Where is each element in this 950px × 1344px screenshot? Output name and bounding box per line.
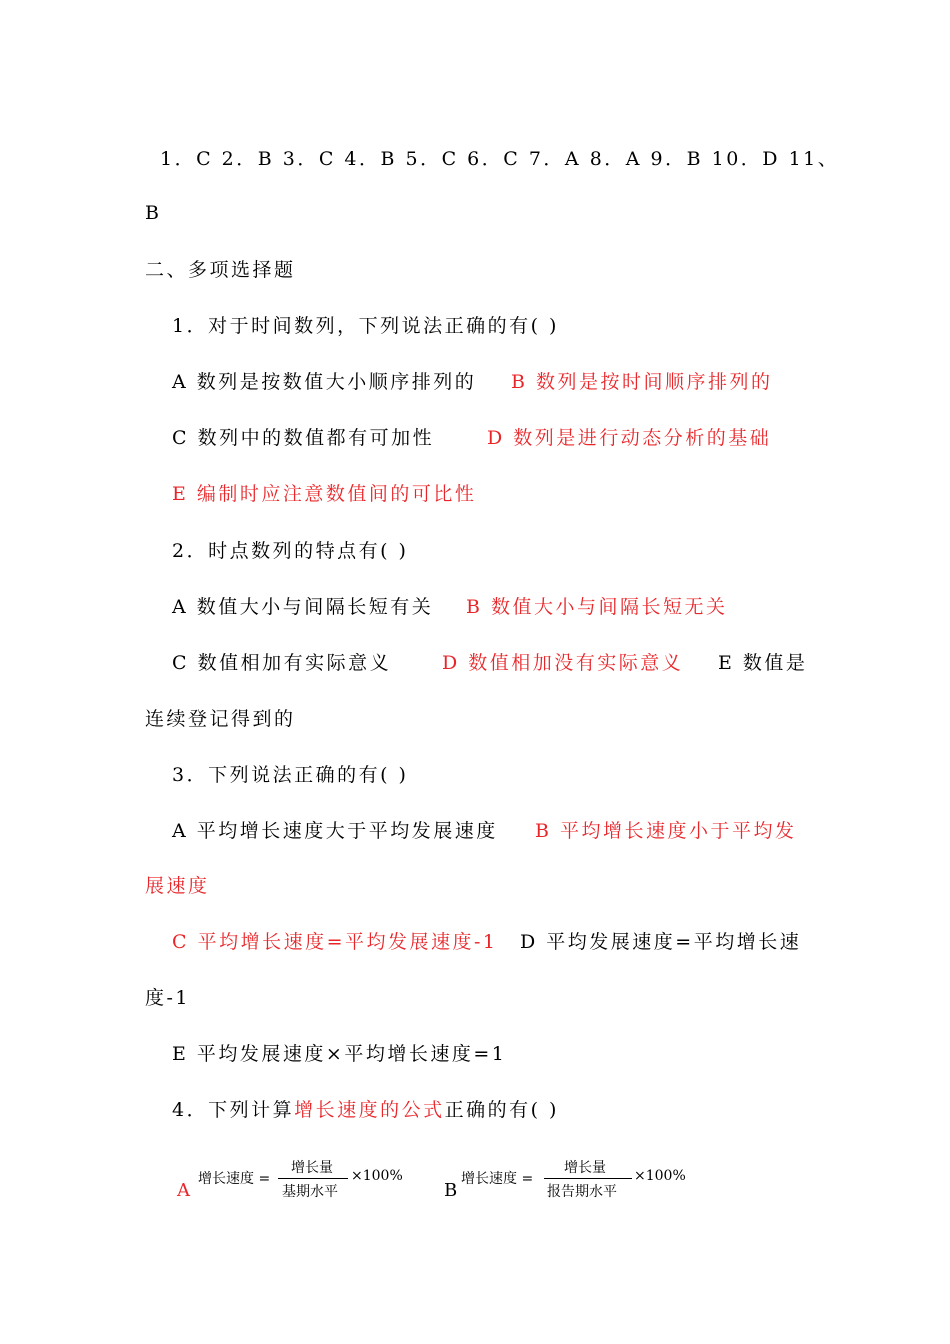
formula-a-letter: A [177,1180,190,1201]
q1-option-c: C 数列中的数值都有可加性 [172,427,435,449]
q1-option-b: B 数列是按时间顺序排列的 [511,371,773,393]
q3-option-c: C 平均增长速度=平均发展速度-1 [172,931,498,953]
q2-stem: 2．时点数列的特点有( ) [172,540,409,562]
q3-option-b-part1: B 平均增长速度小于平均发 [535,820,797,842]
q3-option-e: E 平均发展速度×平均增长速度=1 [172,1043,507,1065]
answers-line-2: B [145,202,162,224]
q2-option-e-part2: 连续登记得到的 [145,708,296,730]
q3-option-d-part1: D 平均发展速度=平均增长速 [520,931,802,953]
formula-b-lhs: 增长速度 = [461,1171,534,1187]
q1-option-e: E 编制时应注意数值间的可比性 [172,483,477,505]
formula-b-denominator: 报告期水平 [547,1184,617,1200]
formula-b-letter: B [444,1180,458,1201]
q4-stem-suffix: 正确的有( ) [444,1099,559,1121]
formula-b-numerator: 增长量 [564,1160,606,1176]
formula-b-rhs: ×100% [634,1168,686,1184]
q2-option-b: B 数值大小与间隔长短无关 [466,596,728,618]
q3-stem: 3．下列说法正确的有( ) [172,764,409,786]
q4-stem-highlight: 增长速度的公式 [294,1099,445,1121]
q2-option-d: D 数值相加没有实际意义 [442,652,684,674]
formula-a-lhs: 增长速度 = [198,1171,271,1187]
q4-stem [172,1098,559,1122]
formula-a-denominator: 基期水平 [282,1184,338,1200]
q2-option-e-part1: E 数值是 [718,652,808,674]
section-title: 二、多项选择题 [145,259,296,281]
formula-a-rhs: ×100% [351,1168,403,1184]
formula-b-fraction-bar [544,1178,632,1179]
q4-stem-prefix: 4．下列计算 [172,1099,295,1121]
q2-option-a: A 数值大小与间隔长短有关 [172,596,434,618]
formula-a-numerator: 增长量 [291,1160,333,1176]
formula-a-fraction-bar [278,1178,348,1179]
q1-option-d: D 数列是进行动态分析的基础 [487,427,772,449]
q3-option-b-part2: 展速度 [145,875,210,897]
q3-option-d-part2: 度-1 [145,987,191,1009]
q1-stem: 1．对于时间数列，下列说法正确的有( ) [172,315,559,337]
answers-line-1: 1．C 2．B 3．C 4．B 5．C 6．C 7．A 8．A 9．B 10．D 11、 [160,148,840,170]
q2-option-c: C 数值相加有实际意义 [172,652,392,674]
q1-option-a: A 数列是按数值大小顺序排列的 [172,371,477,393]
q3-option-a: A 平均增长速度大于平均发展速度 [172,820,498,842]
